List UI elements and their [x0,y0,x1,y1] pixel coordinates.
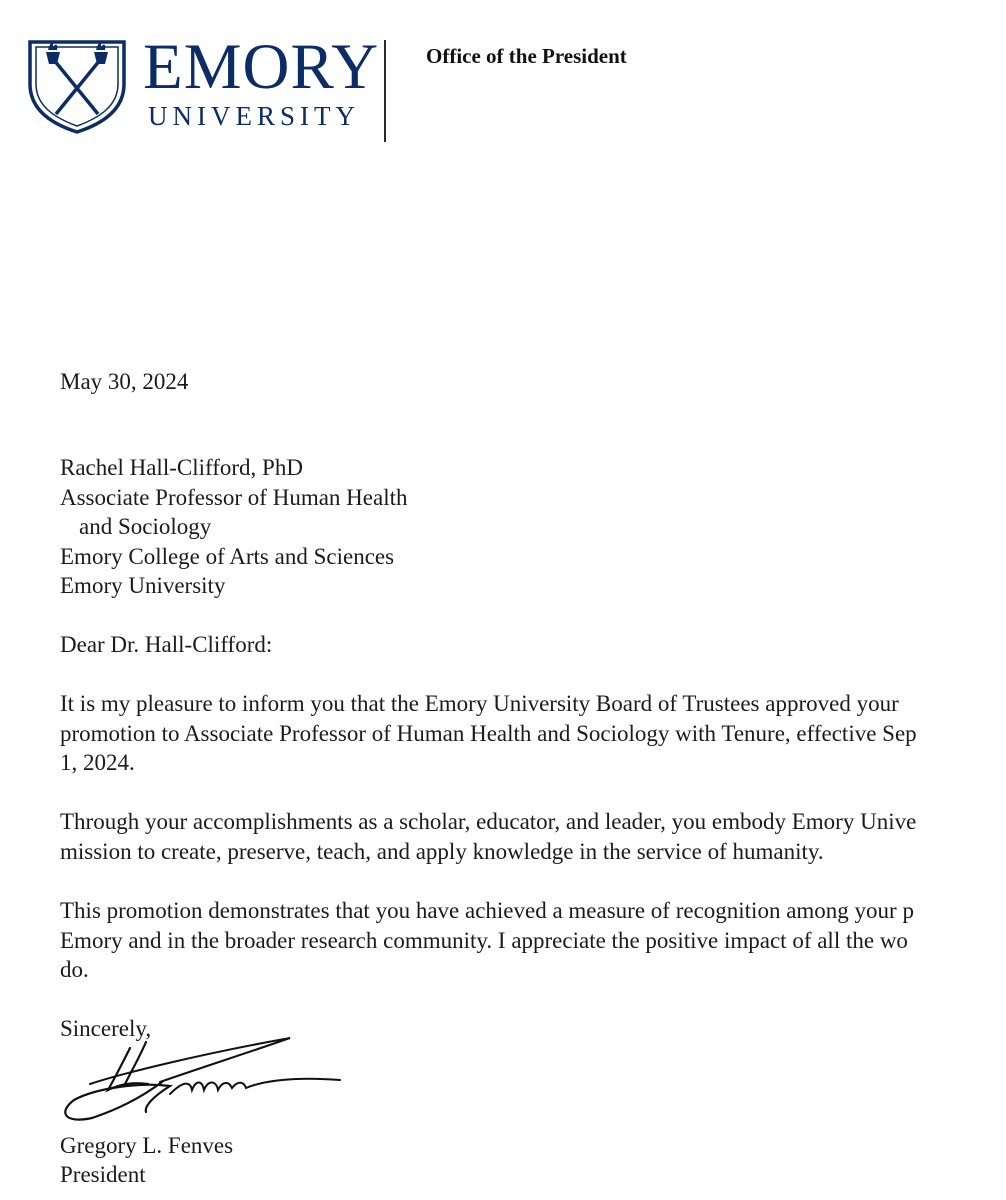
paragraph-line: It is my pleasure to inform you that the Emory University Board of Trustees approved your [60,691,899,716]
recipient-line: Rachel Hall-Clifford, PhD [60,455,303,480]
paragraph-line: do. [60,957,89,982]
recipient-line: and Sociology [79,514,212,539]
body-paragraph [60,807,916,866]
handwritten-signature [50,1034,350,1124]
letterhead-divider [384,40,386,142]
emory-shield-icon [24,38,130,134]
body-paragraph [60,896,914,985]
recipient-line: Emory College of Arts and Sciences [60,544,395,569]
recipient-line: Emory University [60,573,226,598]
closing: Sincerely, [60,1016,152,1041]
paragraph-line: 1, 2024. [60,750,135,775]
office-title: Office of the President [426,44,627,68]
salutation: Dear Dr. Hall-Clifford: [60,632,273,657]
signer-title: President [60,1162,146,1187]
letter-date: May 30, 2024 [60,369,189,394]
signer-name: Gregory L. Fenves [60,1133,234,1158]
letterhead [0,0,1006,160]
wordmark-university: UNIVERSITY [148,101,360,131]
paragraph-line: mission to create, preserve, teach, and apply knowledge in the service of humanity. [60,838,824,864]
paragraph-line: Through your accomplishments as a scholar, educator, and leader, you embody Emory Unive [60,809,917,834]
wordmark-emory: EMORY [143,31,380,103]
paragraph-line: Emory and in the broader research community. I appreciate the positive impact of all the wo [60,927,908,953]
body-paragraph [60,689,917,778]
paragraph-line: promotion to Associate Professor of Human Health and Sociology with Tenure, effective Sep [60,720,917,746]
paragraph-line: This promotion demonstrates that you have achieved a measure of recognition among your p [60,898,914,923]
recipient-line: Associate Professor of Human Health [60,485,408,510]
